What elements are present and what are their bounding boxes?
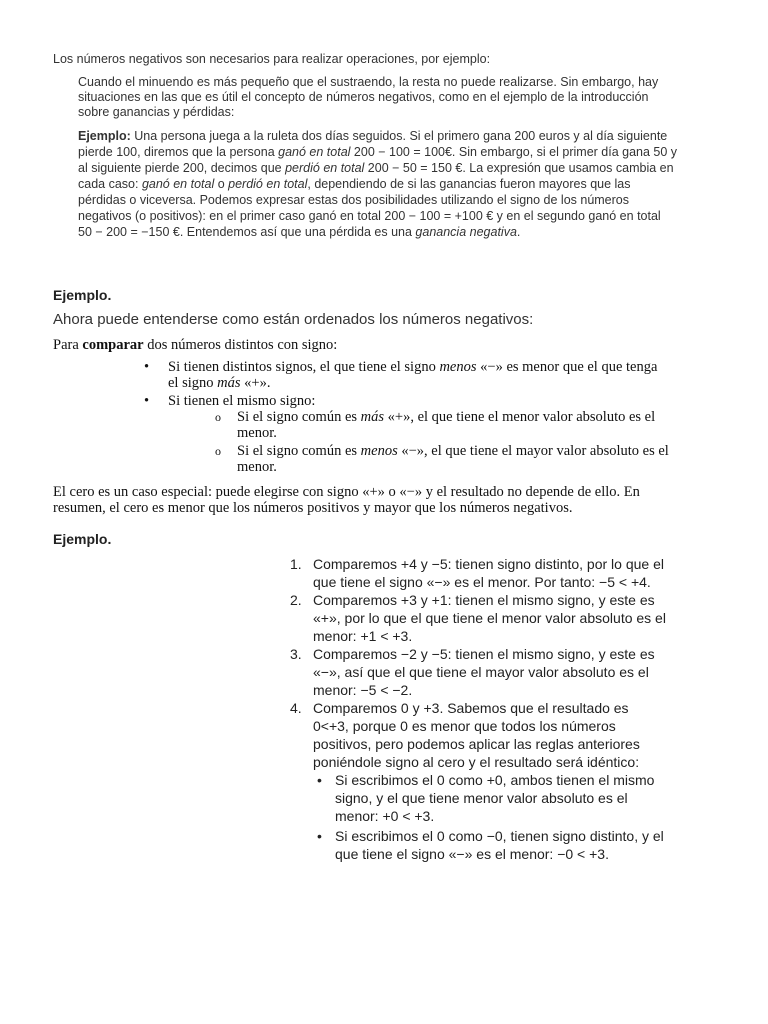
- examples-list: [286, 555, 666, 865]
- rule-text: Si el signo común es: [237, 443, 361, 459]
- quote-emphasis: ganancia negativa: [415, 225, 517, 239]
- example-text: Comparemos +4 y −5: tienen signo distinto, por lo que el que tiene el signo «−» es el menor. Por tanto: −5 < +4.: [313, 556, 664, 590]
- zero-sign-sublist: [313, 771, 666, 863]
- intro-quote-minuendo: Cuando el minuendo es más pequeño que el sustraendo, la resta no puede realizarse. Sin embargo, hay situaciones en las que es útil el concepto de números negativos, como en el ejemplo de la introducción sobre ganancias y pérdidas:: [78, 75, 659, 119]
- list-item: [168, 443, 670, 475]
- quote-emphasis: perdió en total: [228, 177, 308, 191]
- bullet-circle-icon: o: [215, 410, 221, 424]
- list-item: [286, 645, 666, 699]
- list-item: [286, 699, 666, 863]
- rule-text: «+», el que tiene el menor valor absoluto es el menor.: [237, 409, 656, 441]
- bullet-circle-icon: o: [215, 444, 221, 458]
- list-number: 3.: [290, 646, 302, 662]
- compare-rules-list: [140, 359, 670, 477]
- rule-text: «−» es menor que el que tenga el signo: [168, 359, 658, 391]
- rule-text: Si tienen el mismo signo:: [168, 393, 316, 409]
- example-text: Comparemos 0 y +3. Sabemos que el resultado es 0<+3, porque 0 es menor que todos los números positivos, pero podemos aplicar las reglas anteriores poniéndole signo al cero y el resultado será idéntico:: [313, 700, 640, 770]
- rule-emphasis: menos: [439, 359, 477, 375]
- rule-emphasis: más: [217, 375, 241, 391]
- quote-emphasis: ganó en total: [141, 177, 215, 191]
- list-item: [140, 359, 670, 391]
- rule-emphasis: más: [360, 409, 385, 425]
- compare-intro-post: dos números distintos con signo:: [143, 337, 338, 353]
- list-item: [313, 771, 666, 825]
- quote-emphasis: ganó en total: [278, 145, 351, 159]
- list-item: [168, 409, 670, 441]
- compare-intro: [53, 337, 337, 354]
- example-text: Si escribimos el 0 como +0, ambos tienen el mismo signo, y el que tiene menor valor absoluto es el menor: +0 < +3.: [335, 772, 655, 824]
- quote-text: Una persona juega a la ruleta dos días seguidos. Si el primero gana 200 euros y al día siguiente pierde 100, diremos que la persona: [78, 129, 668, 159]
- quote-text: 200 − 100 = 100€. Sin embargo, si el primer día gana 50 y al siguiente pierde 200, decimos que: [78, 145, 678, 175]
- section-heading-ejemplo: Ejemplo.: [53, 531, 112, 547]
- zero-special-case: El cero es un caso especial: puede elegirse con signo «+» o «−» y el resultado no depende de ello. En resumen, el cero es menor que los números positivos y mayor que los números negativos.: [53, 484, 640, 516]
- list-item: [286, 591, 666, 645]
- list-number: 4.: [290, 700, 302, 716]
- example-text: Comparemos +3 y +1: tienen el mismo signo, y este es «+», por lo que el que tiene el menor valor absoluto es el menor: +1 < +3.: [313, 592, 666, 644]
- bullet-dot-icon: •: [144, 393, 150, 409]
- compare-intro-bold: comparar: [82, 337, 144, 353]
- quote-emphasis: perdió en total: [285, 161, 365, 175]
- example-text: Si escribimos el 0 como −0, tienen signo distinto, y el que tiene el signo «−» es el menor: −0 < +3.: [335, 828, 664, 862]
- quote-label: Ejemplo:: [78, 129, 131, 143]
- bullet-dot-icon: •: [144, 359, 150, 375]
- list-item: [140, 393, 670, 475]
- bullet-dot-icon: •: [317, 828, 322, 844]
- list-item: [286, 555, 666, 591]
- intro-line: Los números negativos son necesarios para realizar operaciones, por ejemplo:: [53, 52, 491, 66]
- rule-text: «+».: [240, 375, 271, 391]
- rule-text: Si tienen distintos signos, el que tiene el signo: [168, 359, 440, 375]
- quote-text: 200 − 50 = 150 €. La expresión que usamos cambia en cada caso:: [78, 161, 674, 191]
- list-number: 1.: [290, 556, 302, 572]
- same-sign-sublist: [168, 409, 670, 475]
- quote-text: .: [516, 225, 521, 239]
- rule-emphasis: menos: [360, 443, 398, 459]
- list-item: [313, 827, 666, 863]
- rule-text: «−», el que tiene el mayor valor absoluto es el menor.: [237, 443, 669, 475]
- intro-quote-ejemplo: [78, 128, 678, 240]
- quote-text: o: [214, 177, 229, 191]
- compare-intro-pre: Para: [53, 337, 83, 353]
- bullet-dot-icon: •: [317, 772, 322, 788]
- list-number: 2.: [290, 592, 302, 608]
- rule-text: Si el signo común es: [237, 409, 361, 425]
- lead-sentence: Ahora puede entenderse como están ordenados los números negativos:: [53, 311, 534, 328]
- quote-text: , dependiendo de si las ganancias fueron mayores que las pérdidas o viceversa. Podemos expresar estas dos posibilidades utilizando el signo de los números negativos (o positivos): en el primer caso ganó en total 200 − 100 = +100 € y en el segundo ganó en total 50 − 200 = −150 €. Entendemos así que una pérdida es una: [78, 177, 661, 239]
- example-text: Comparemos −2 y −5: tienen el mismo signo, y este es «−», así que el que tiene el mayor valor absoluto es el menor: −5 < −2.: [313, 646, 655, 698]
- section-heading-ejemplo: Ejemplo.: [53, 287, 112, 303]
